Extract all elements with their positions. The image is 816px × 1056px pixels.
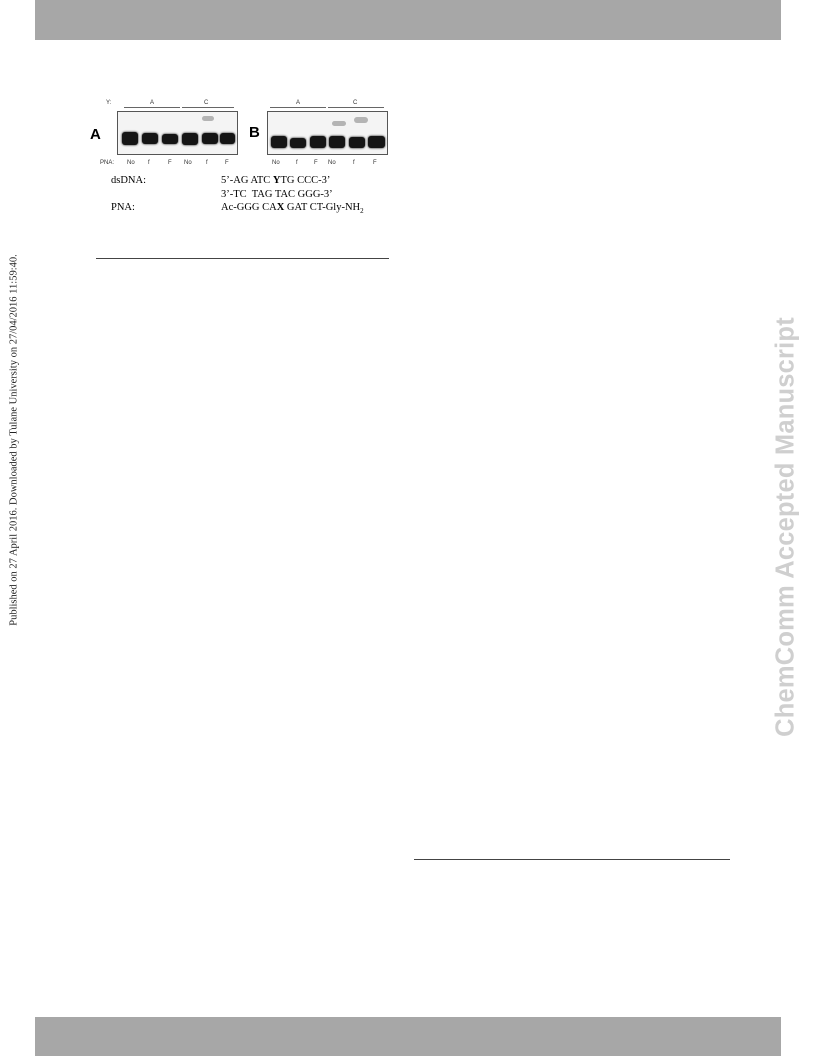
gel-band: [220, 133, 235, 144]
panel-a-group-a-line: [124, 107, 180, 108]
panel-b-group-c: C: [353, 100, 358, 106]
watermark-text: ChemComm Accepted Manuscript: [771, 317, 800, 737]
lane-label: f: [148, 160, 150, 166]
gel-panel-b: [267, 111, 388, 155]
lane-label: No: [127, 160, 135, 166]
lane-label: No: [184, 160, 192, 166]
panel-b-letter: B: [249, 124, 260, 141]
gel-shifted-band: [354, 117, 368, 123]
pna-label: PNA:: [111, 202, 135, 213]
footnote-divider-line: [414, 859, 730, 860]
lane-label: F: [314, 160, 318, 166]
lane-label: F: [168, 160, 172, 166]
panel-b-group-a-line: [270, 107, 326, 108]
panel-a-letter: A: [90, 126, 101, 143]
dsdna-bottom-strand: 3’-TC TAG TAC GGG-3’: [221, 189, 333, 200]
lane-label: f: [206, 160, 208, 166]
gel-band: [329, 136, 345, 148]
gel-shifted-band: [202, 116, 214, 121]
pna-row-label: PNA:: [100, 160, 115, 166]
header-bar: [35, 0, 781, 40]
panel-a-group-c-line: [182, 107, 234, 108]
publication-note-text: Published on 27 April 2016. Downloaded by Tulane University on 27/04/2016 11:59:40.: [8, 254, 20, 626]
dsdna-label: dsDNA:: [111, 175, 147, 186]
gel-band: [202, 133, 218, 144]
gel-band: [290, 138, 306, 148]
gel-band: [368, 136, 385, 148]
panel-b-group-a: A: [296, 100, 301, 106]
lane-label: F: [373, 160, 377, 166]
gel-panel-a: [117, 111, 238, 155]
panel-b-group-c-line: [328, 107, 384, 108]
gel-band: [310, 136, 326, 148]
gel-band: [349, 137, 365, 148]
panel-a-group-c: C: [204, 100, 209, 106]
gel-band: [142, 133, 158, 144]
gel-figure: [90, 98, 390, 258]
lane-label: No: [272, 160, 280, 166]
lane-label: F: [225, 160, 229, 166]
gel-band: [162, 134, 178, 144]
lane-label: f: [353, 160, 355, 166]
panel-a-group-a: A: [150, 100, 155, 106]
pna-sequence: Ac-GGG CAX GAT $CT-Gly-NH_2$: [221, 202, 364, 216]
gel-band: [271, 136, 287, 148]
gel-shifted-band: [332, 121, 346, 126]
dsdna-top-strand: 5’-AG ATC YTG CCC-3’: [221, 175, 331, 186]
lane-label: No: [328, 160, 336, 166]
footer-bar: [35, 1017, 781, 1056]
y-row-label: Y:: [106, 100, 112, 106]
gel-band: [182, 133, 198, 145]
gel-band: [122, 132, 138, 145]
lane-label: f: [296, 160, 298, 166]
figure-divider-line: [96, 258, 389, 259]
